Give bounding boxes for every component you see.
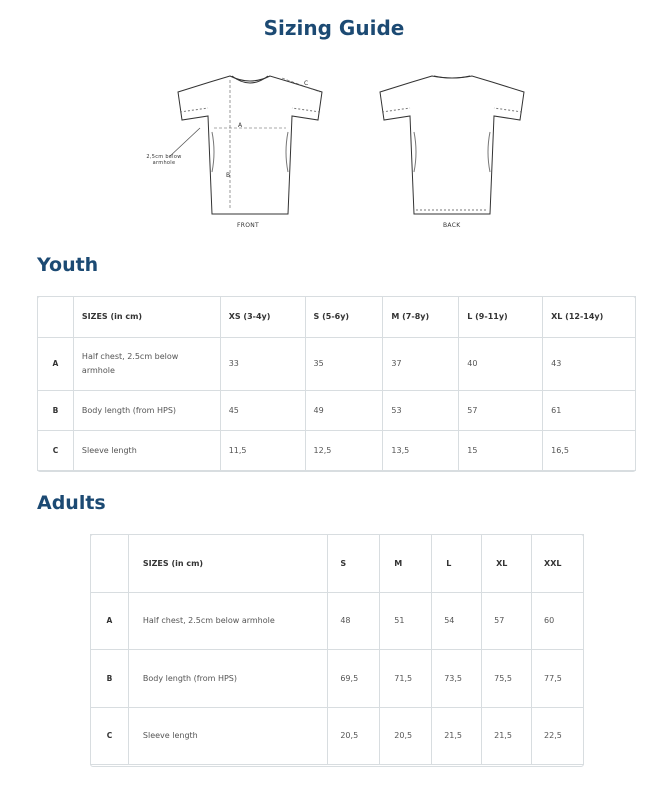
cell: 61: [543, 391, 636, 431]
youth-header-l: L (9-11y): [459, 297, 543, 338]
tshirt-front-figure: [170, 72, 330, 222]
row-key: B: [38, 391, 74, 431]
cell: 49: [305, 391, 383, 431]
cell: 54: [432, 593, 482, 650]
cell: 15: [459, 431, 543, 471]
cell: 20,5: [380, 708, 432, 765]
adults-header-xl: XL: [482, 535, 532, 593]
youth-header-row: [38, 297, 636, 338]
cell: 16,5: [543, 431, 636, 471]
youth-header-xs: XS (3-4y): [220, 297, 305, 338]
cell: 22,5: [532, 708, 584, 765]
table-row: [38, 338, 636, 391]
tshirt-back-figure: [372, 72, 532, 222]
marker-b: B: [226, 172, 231, 179]
cell: 48: [328, 593, 380, 650]
cell: 60: [532, 593, 584, 650]
adults-header-xxl: XXL: [532, 535, 584, 593]
cell: 12,5: [305, 431, 383, 471]
adults-header-s: S: [328, 535, 380, 593]
row-key: A: [91, 593, 129, 650]
youth-size-table: [37, 296, 636, 471]
cell: 11,5: [220, 431, 305, 471]
cell: 57: [482, 593, 532, 650]
armhole-annotation: 2,5cm below armhole: [146, 154, 182, 166]
back-label: BACK: [443, 222, 461, 229]
cell: 20,5: [328, 708, 380, 765]
adults-header-m: M: [380, 535, 432, 593]
cell: 53: [383, 391, 459, 431]
row-key: B: [91, 650, 129, 708]
cell: 43: [543, 338, 636, 391]
cell: 13,5: [383, 431, 459, 471]
adults-header-row: [91, 535, 584, 593]
cell: 40: [459, 338, 543, 391]
page-title: Sizing Guide: [263, 16, 405, 40]
row-label: Half chest, 2.5cm below armhole: [73, 338, 220, 391]
tshirt-front-drawing: [170, 72, 330, 222]
marker-c: C: [304, 80, 309, 87]
youth-header-xl: XL (12-14y): [543, 297, 636, 338]
adults-section-title: Adults: [37, 492, 106, 514]
cell: 35: [305, 338, 383, 391]
table-row: [91, 708, 584, 765]
row-key: A: [38, 338, 74, 391]
adults-size-table: [90, 534, 584, 765]
adults-header-key: [91, 535, 129, 593]
youth-header-sizes: SIZES (in cm): [73, 297, 220, 338]
cell: 69,5: [328, 650, 380, 708]
row-key: C: [91, 708, 129, 765]
cell: 45: [220, 391, 305, 431]
row-label: Body length (from HPS): [128, 650, 327, 708]
table-row: [38, 431, 636, 471]
cell: 51: [380, 593, 432, 650]
cell: 21,5: [482, 708, 532, 765]
youth-header-key: [38, 297, 74, 338]
row-key: C: [38, 431, 74, 471]
cell: 71,5: [380, 650, 432, 708]
cell: 77,5: [532, 650, 584, 708]
marker-a: A: [238, 122, 243, 129]
adults-header-sizes: SIZES (in cm): [128, 535, 327, 593]
row-label: Sleeve length: [73, 431, 220, 471]
cell: 73,5: [432, 650, 482, 708]
row-label: Body length (from HPS): [73, 391, 220, 431]
adults-header-l: L: [432, 535, 482, 593]
row-label: Sleeve length: [128, 708, 327, 765]
youth-header-m: M (7-8y): [383, 297, 459, 338]
cell: 33: [220, 338, 305, 391]
table-row: [38, 391, 636, 431]
table-row: [91, 593, 584, 650]
cell: 37: [383, 338, 459, 391]
cell: 21,5: [432, 708, 482, 765]
table-row: [91, 650, 584, 708]
youth-header-s: S (5-6y): [305, 297, 383, 338]
tshirt-back-drawing: [372, 72, 532, 222]
youth-section-title: Youth: [37, 254, 99, 276]
cell: 75,5: [482, 650, 532, 708]
row-label: Half chest, 2.5cm below armhole: [128, 593, 327, 650]
front-label: FRONT: [237, 222, 259, 229]
cell: 57: [459, 391, 543, 431]
